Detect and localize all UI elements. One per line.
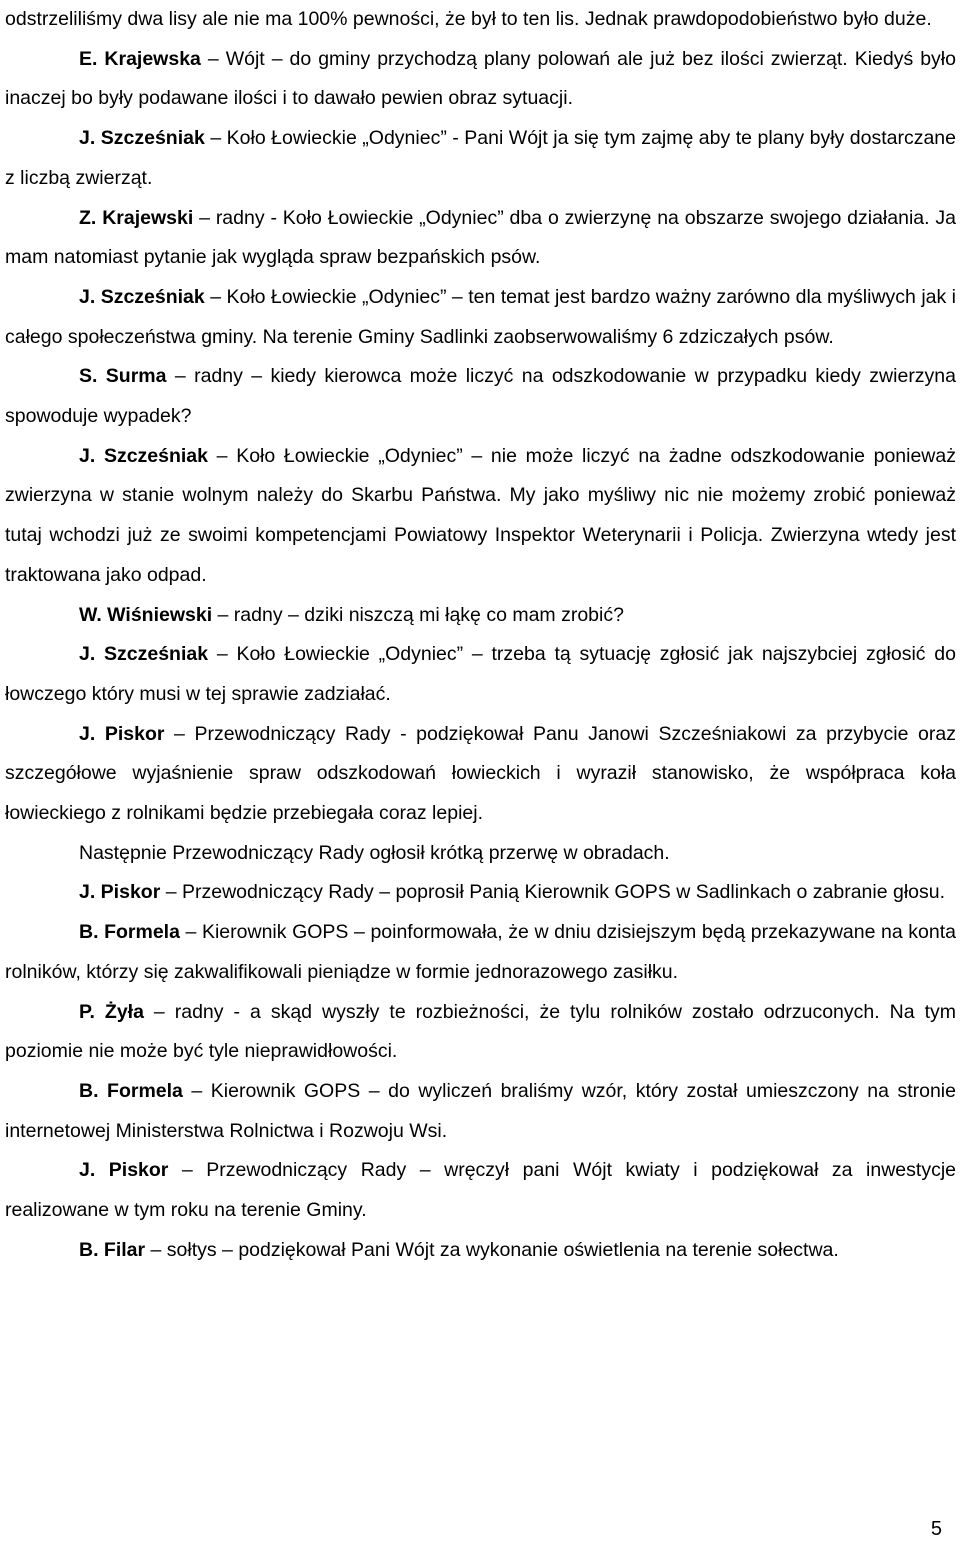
speaker-name: E. Krajewska <box>79 47 201 70</box>
paragraph-text: Następnie Przewodniczący Rady ogłosił krótką przerwę w obradach. <box>79 841 670 864</box>
speaker-name: W. Wiśniewski <box>79 603 213 626</box>
paragraph-statement <box>5 1072 956 1151</box>
paragraph-text: – Kierownik GOPS – do wyliczeń braliśmy wzór, który został umieszczony na stronie internetowej Ministerstwa Rolnictwa i Rozwoju Wsi. <box>5 1079 956 1142</box>
paragraph-statement <box>5 715 956 834</box>
paragraph-statement <box>5 40 956 119</box>
paragraph-statement <box>5 357 956 436</box>
paragraph-statement <box>5 278 956 357</box>
paragraph-statement <box>5 596 956 636</box>
paragraph-statement <box>5 993 956 1072</box>
speaker-name: J. Piskor <box>79 881 161 904</box>
paragraph-statement <box>5 635 956 714</box>
speaker-name: Z. Krajewski <box>79 206 194 229</box>
speaker-name: J. Szcześniak <box>79 127 205 150</box>
paragraph-text: – Przewodniczący Rady - podziękował Panu Janowi Szcześniakowi za przybycie oraz szczegółowe wyjaśnienie spraw odszkodowań łowieckich i wyraził stanowisko, że współpraca koła łowieckiego z rolnikami będzie przebiegała coraz lepiej. <box>5 722 956 825</box>
paragraph-continuation <box>5 0 956 40</box>
paragraph-text: – Kierownik GOPS – poinformowała, że w dniu dzisiejszym będą przekazywane na konta rolników, którzy się zakwalifikowali pieniądze w formie jednorazowego zasiłku. <box>5 921 956 983</box>
paragraph-text: – sołtys – podziękował Pani Wójt za wykonanie oświetlenia na terenie sołectwa. <box>145 1238 839 1261</box>
speaker-name: J. Szcześniak <box>79 285 205 308</box>
paragraph-text: – radny - a skąd wyszły te rozbieżności, że tylu rolników zostało odrzuconych. Na tym poziomie nie może być tyle nieprawidłowości. <box>5 1000 956 1063</box>
document-page <box>5 0 956 1271</box>
speaker-name: B. Formela <box>79 1079 183 1102</box>
paragraph-text: – radny – dziki niszczą mi łąkę co mam zrobić? <box>212 603 624 626</box>
paragraph-text: – Przewodniczący Rady – poprosił Panią Kierownik GOPS w Sadlinkach o zabranie głosu. <box>160 881 946 904</box>
paragraph-narration <box>5 834 956 874</box>
paragraph-statement <box>5 1151 956 1230</box>
paragraph-text: odstrzeliliśmy dwa lisy ale nie ma 100% pewności, że był to ten lis. Jednak prawdopodobieństwo było duże. <box>5 8 932 30</box>
speaker-name: B. Filar <box>79 1238 146 1261</box>
speaker-name: P. Żyła <box>79 1000 144 1023</box>
paragraph-statement <box>5 119 956 198</box>
paragraph-text: – radny – kiedy kierowca może liczyć na odszkodowanie w przypadku kiedy zwierzyna spowoduje wypadek? <box>5 365 956 428</box>
paragraph-text: – Przewodniczący Rady – wręczył pani Wójt kwiaty i podziękował za inwestycje realizowane w tym roku na terenie Gminy. <box>5 1159 957 1222</box>
paragraph-statement <box>5 437 956 596</box>
paragraph-statement <box>5 1231 956 1271</box>
paragraph-statement <box>5 913 956 992</box>
paragraph-text: – Koło Łowieckie „Odyniec” - Pani Wójt ja się tym zajmę aby te plany były dostarczane z liczbą zwierząt. <box>5 127 956 189</box>
paragraph-statement <box>5 199 956 278</box>
paragraph-text: – Koło Łowieckie „Odyniec” – nie może liczyć na żadne odszkodowanie ponieważ zwierzyna w stanie wolnym należy do Skarbu Państwa. My jako myśliwy nic nie możemy zrobić ponieważ tutaj wchodzi już ze swoimi kompetencjami Powiatowy Inspektor Weterynarii i Policja. Zwierzyna wtedy jest traktowana jako odpad. <box>5 444 956 586</box>
paragraph-text: – radny - Koło Łowieckie „Odyniec” dba o zwierzynę na obszarze swojego działania. Ja mam natomiast pytanie jak wygląda spraw bezpańskich psów. <box>5 206 956 269</box>
speaker-name: J. Szcześniak <box>79 444 208 467</box>
speaker-name: J. Piskor <box>79 722 165 745</box>
paragraph-text: – Wójt – do gminy przychodzą plany polowań ale już bez ilości zwierząt. Kiedyś było inaczej bo były podawane ilości i to dawało pewien obraz sytuacji. <box>5 47 956 110</box>
paragraph-text: – Koło Łowieckie „Odyniec” – trzeba tą sytuację zgłosić jak najszybciej zgłosić do łowczego który musi w tej sprawie zadziałać. <box>5 643 956 705</box>
page-number: 5 <box>930 1518 942 1540</box>
paragraph-text: – Koło Łowieckie „Odyniec” – ten temat jest bardzo ważny zarówno dla myśliwych jak i całego społeczeństwa gminy. Na terenie Gminy Sadlinki zaobserwowaliśmy 6 zdziczałych psów. <box>5 285 957 348</box>
paragraph-statement <box>5 873 956 913</box>
speaker-name: S. Surma <box>79 365 167 388</box>
speaker-name: J. Szcześniak <box>79 643 209 666</box>
speaker-name: J. Piskor <box>79 1159 169 1182</box>
speaker-name: B. Formela <box>79 921 180 944</box>
